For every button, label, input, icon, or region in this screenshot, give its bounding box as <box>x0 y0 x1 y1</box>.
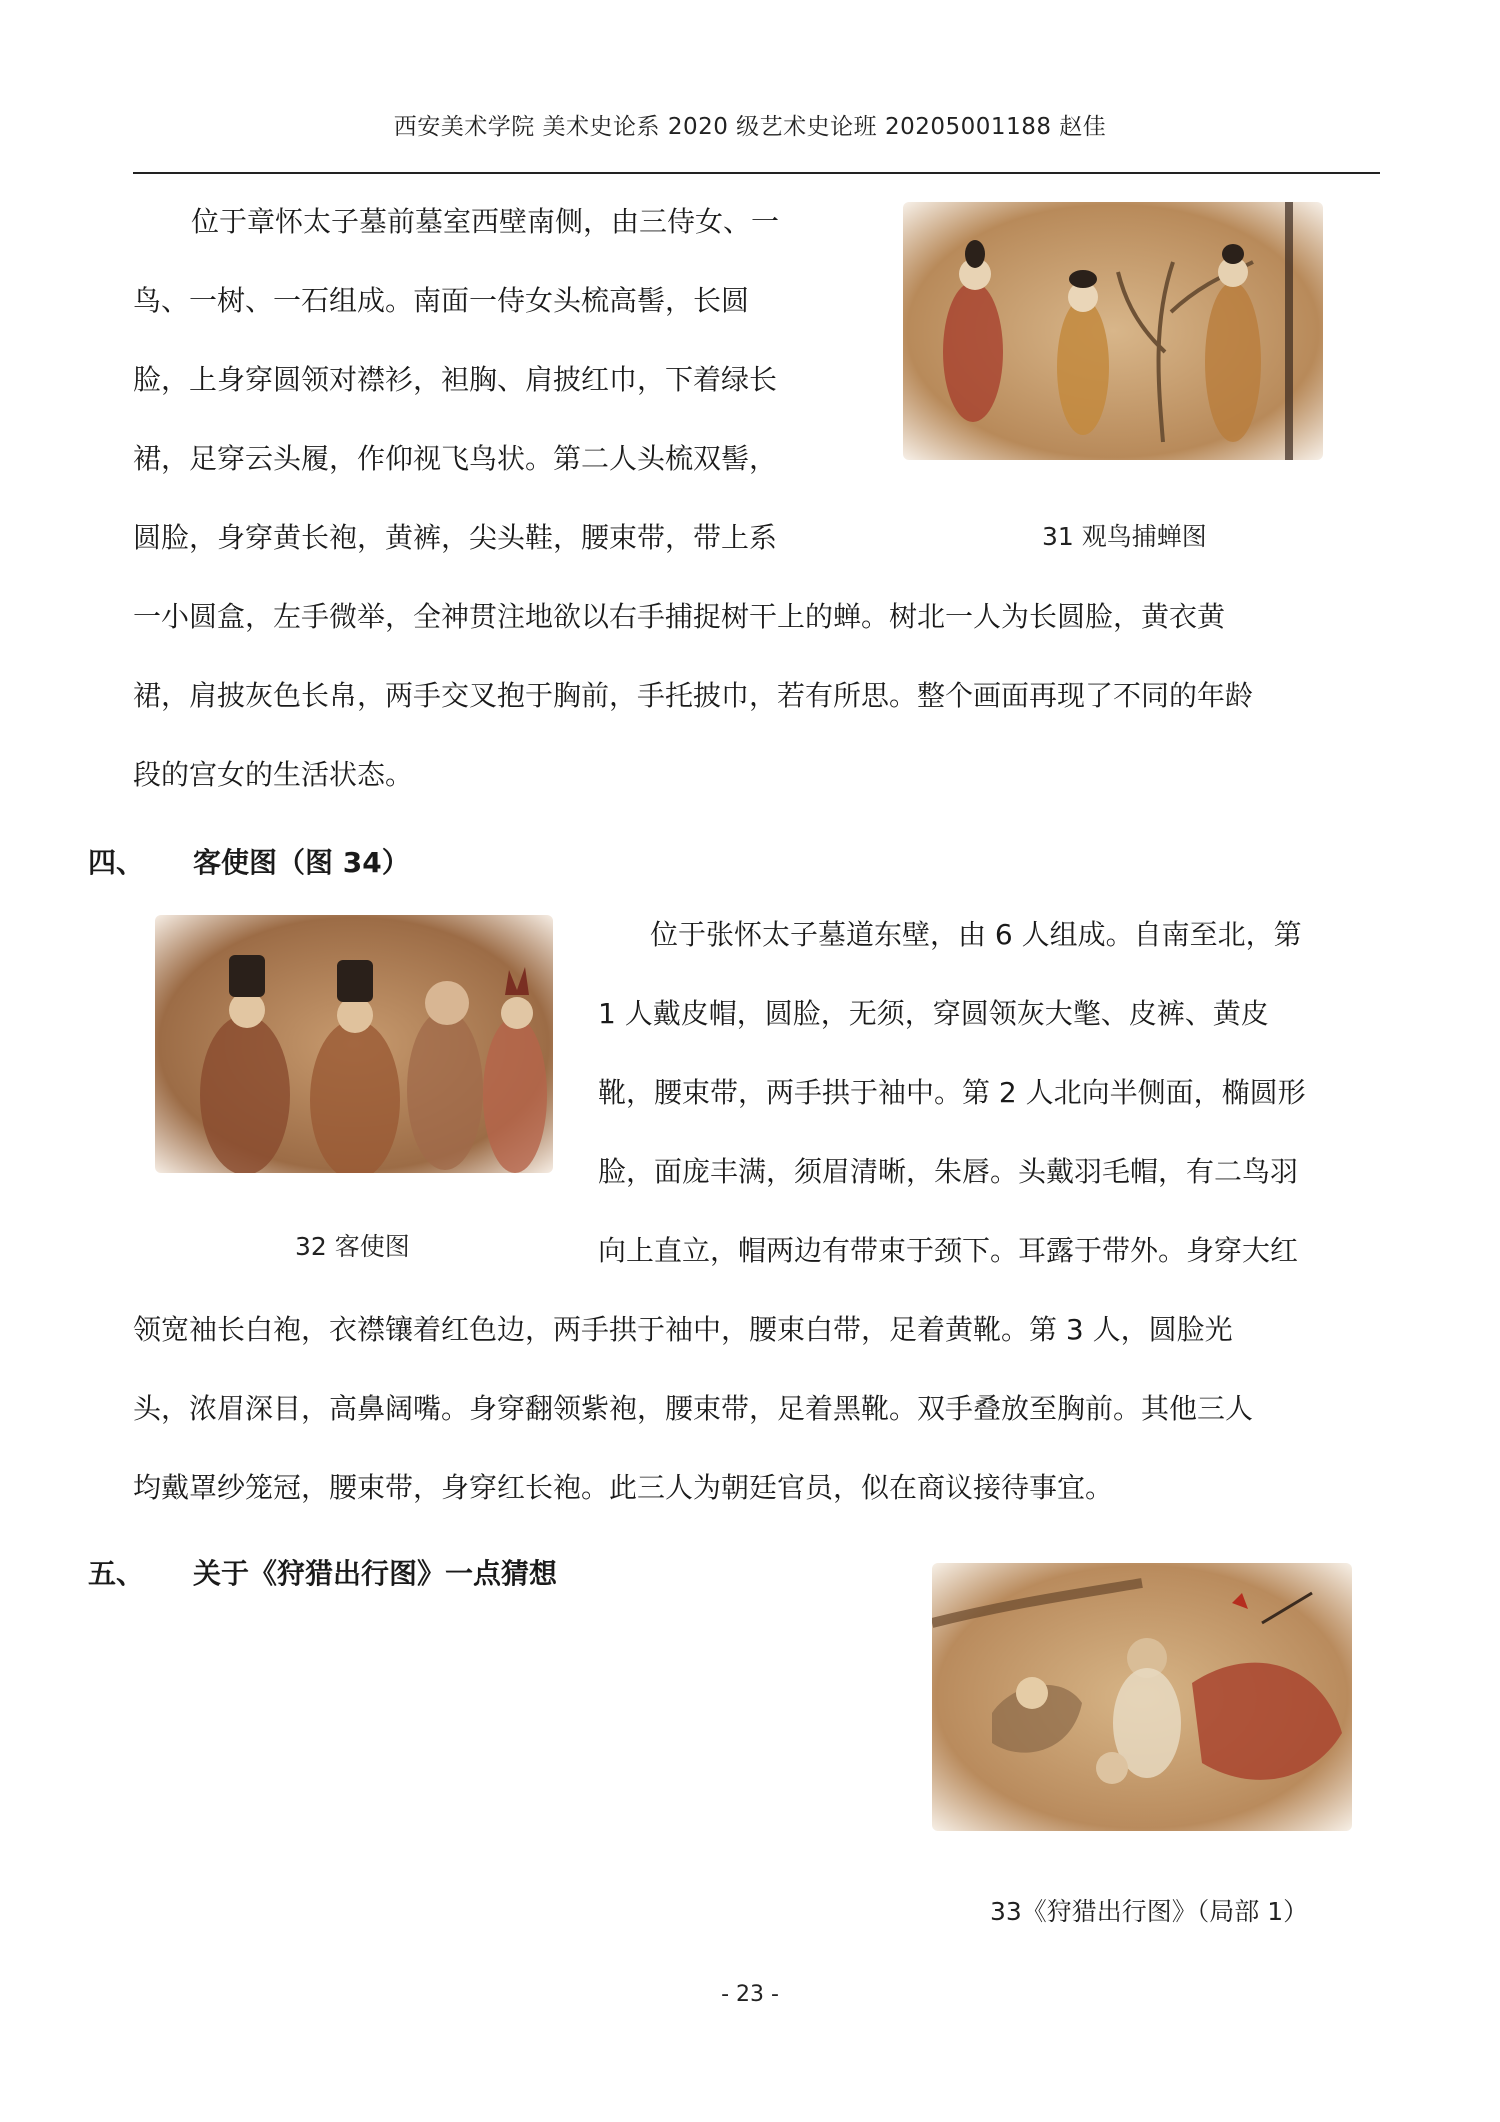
section-title: 关于《狩猎出行图》一点猜想 <box>193 1557 558 1590</box>
header-rule <box>133 172 1380 174</box>
page-header: 西安美术学院 美术史论系 2020 级艺术史论班 20205001188 赵佳 <box>393 114 1107 140</box>
page-number: - 23 - <box>721 1982 779 2007</box>
section-heading-5 <box>88 1552 788 1592</box>
text-line: 头，浓眉深目，高鼻阔嘴。身穿翻领紫袍，腰束带，足着黑靴。双手叠放至胸前。其他三人 <box>133 1392 1254 1425</box>
text-line: 一小圆盒，左手微举，全神贯注地欲以右手捕捉树干上的蝉。树北一人为长圆脸，黄衣黄 <box>133 600 1226 633</box>
text-line: 段的宫女的生活状态。 <box>133 758 414 791</box>
text-line: 1 人戴皮帽，圆脸，无须，穿圆领灰大氅、皮裤、黄皮 <box>598 997 1269 1030</box>
text-line: 领宽袖长白袍，衣襟镶着红色边，两手拱于袖中，腰束白带，足着黄靴。第 3 人，圆脸光 <box>133 1313 1233 1346</box>
figure-caption-32: 32 客使图 <box>295 1232 410 1261</box>
text-line: 均戴罩纱笼冠，腰束带，身穿红长袍。此三人为朝廷官员，似在商议接待事宜。 <box>133 1471 1114 1504</box>
text-line: 位于章怀太子墓前墓室西壁南侧，由三侍女、一 <box>191 205 780 238</box>
mural-painting-image <box>155 915 553 1173</box>
section-number: 五、 <box>88 1557 145 1590</box>
mural-painting-image <box>903 202 1323 460</box>
section-title: 客使图（图 34） <box>193 846 410 879</box>
text-line: 鸟、一树、一石组成。南面一侍女头梳高髻，长圆 <box>133 284 750 317</box>
figure-envoys-mural <box>155 915 553 1173</box>
figure-hunting-procession-mural <box>932 1563 1352 1831</box>
text-line: 裙，肩披灰色长帛，两手交叉抱于胸前，手托披巾，若有所思。整个画面再现了不同的年龄 <box>133 679 1254 712</box>
text-line: 脸，上身穿圆领对襟衫，袒胸、肩披红巾，下着绿长 <box>133 363 778 396</box>
text-line: 向上直立，帽两边有带束于颈下。耳露于带外。身穿大红 <box>598 1234 1299 1267</box>
section-number: 四、 <box>88 846 145 879</box>
text-line: 圆脸，身穿黄长袍，黄裤，尖头鞋，腰束带，带上系 <box>133 521 778 554</box>
text-line: 靴，腰束带，两手拱于袖中。第 2 人北向半侧面，椭圆形 <box>598 1076 1306 1109</box>
figure-caption-31: 31 观鸟捕蝉图 <box>1042 522 1207 551</box>
text-line: 位于张怀太子墓道东壁，由 6 人组成。自南至北，第 <box>650 918 1302 951</box>
text-line: 裙，足穿云头履，作仰视飞鸟状。第二人头梳双髻， <box>133 442 778 475</box>
section-heading-4 <box>88 841 688 881</box>
section4-paragraph-top <box>598 895 1306 1290</box>
text-line: 脸，面庞丰满，须眉清晰，朱唇。头戴羽毛帽，有二鸟羽 <box>598 1155 1299 1188</box>
mural-painting-image <box>932 1563 1352 1831</box>
figure-caption-33: 33《狩猎出行图》（局部 1） <box>990 1897 1309 1926</box>
section4-paragraph-bottom <box>133 1290 1253 1527</box>
figure-bird-cicada-mural <box>903 202 1323 460</box>
